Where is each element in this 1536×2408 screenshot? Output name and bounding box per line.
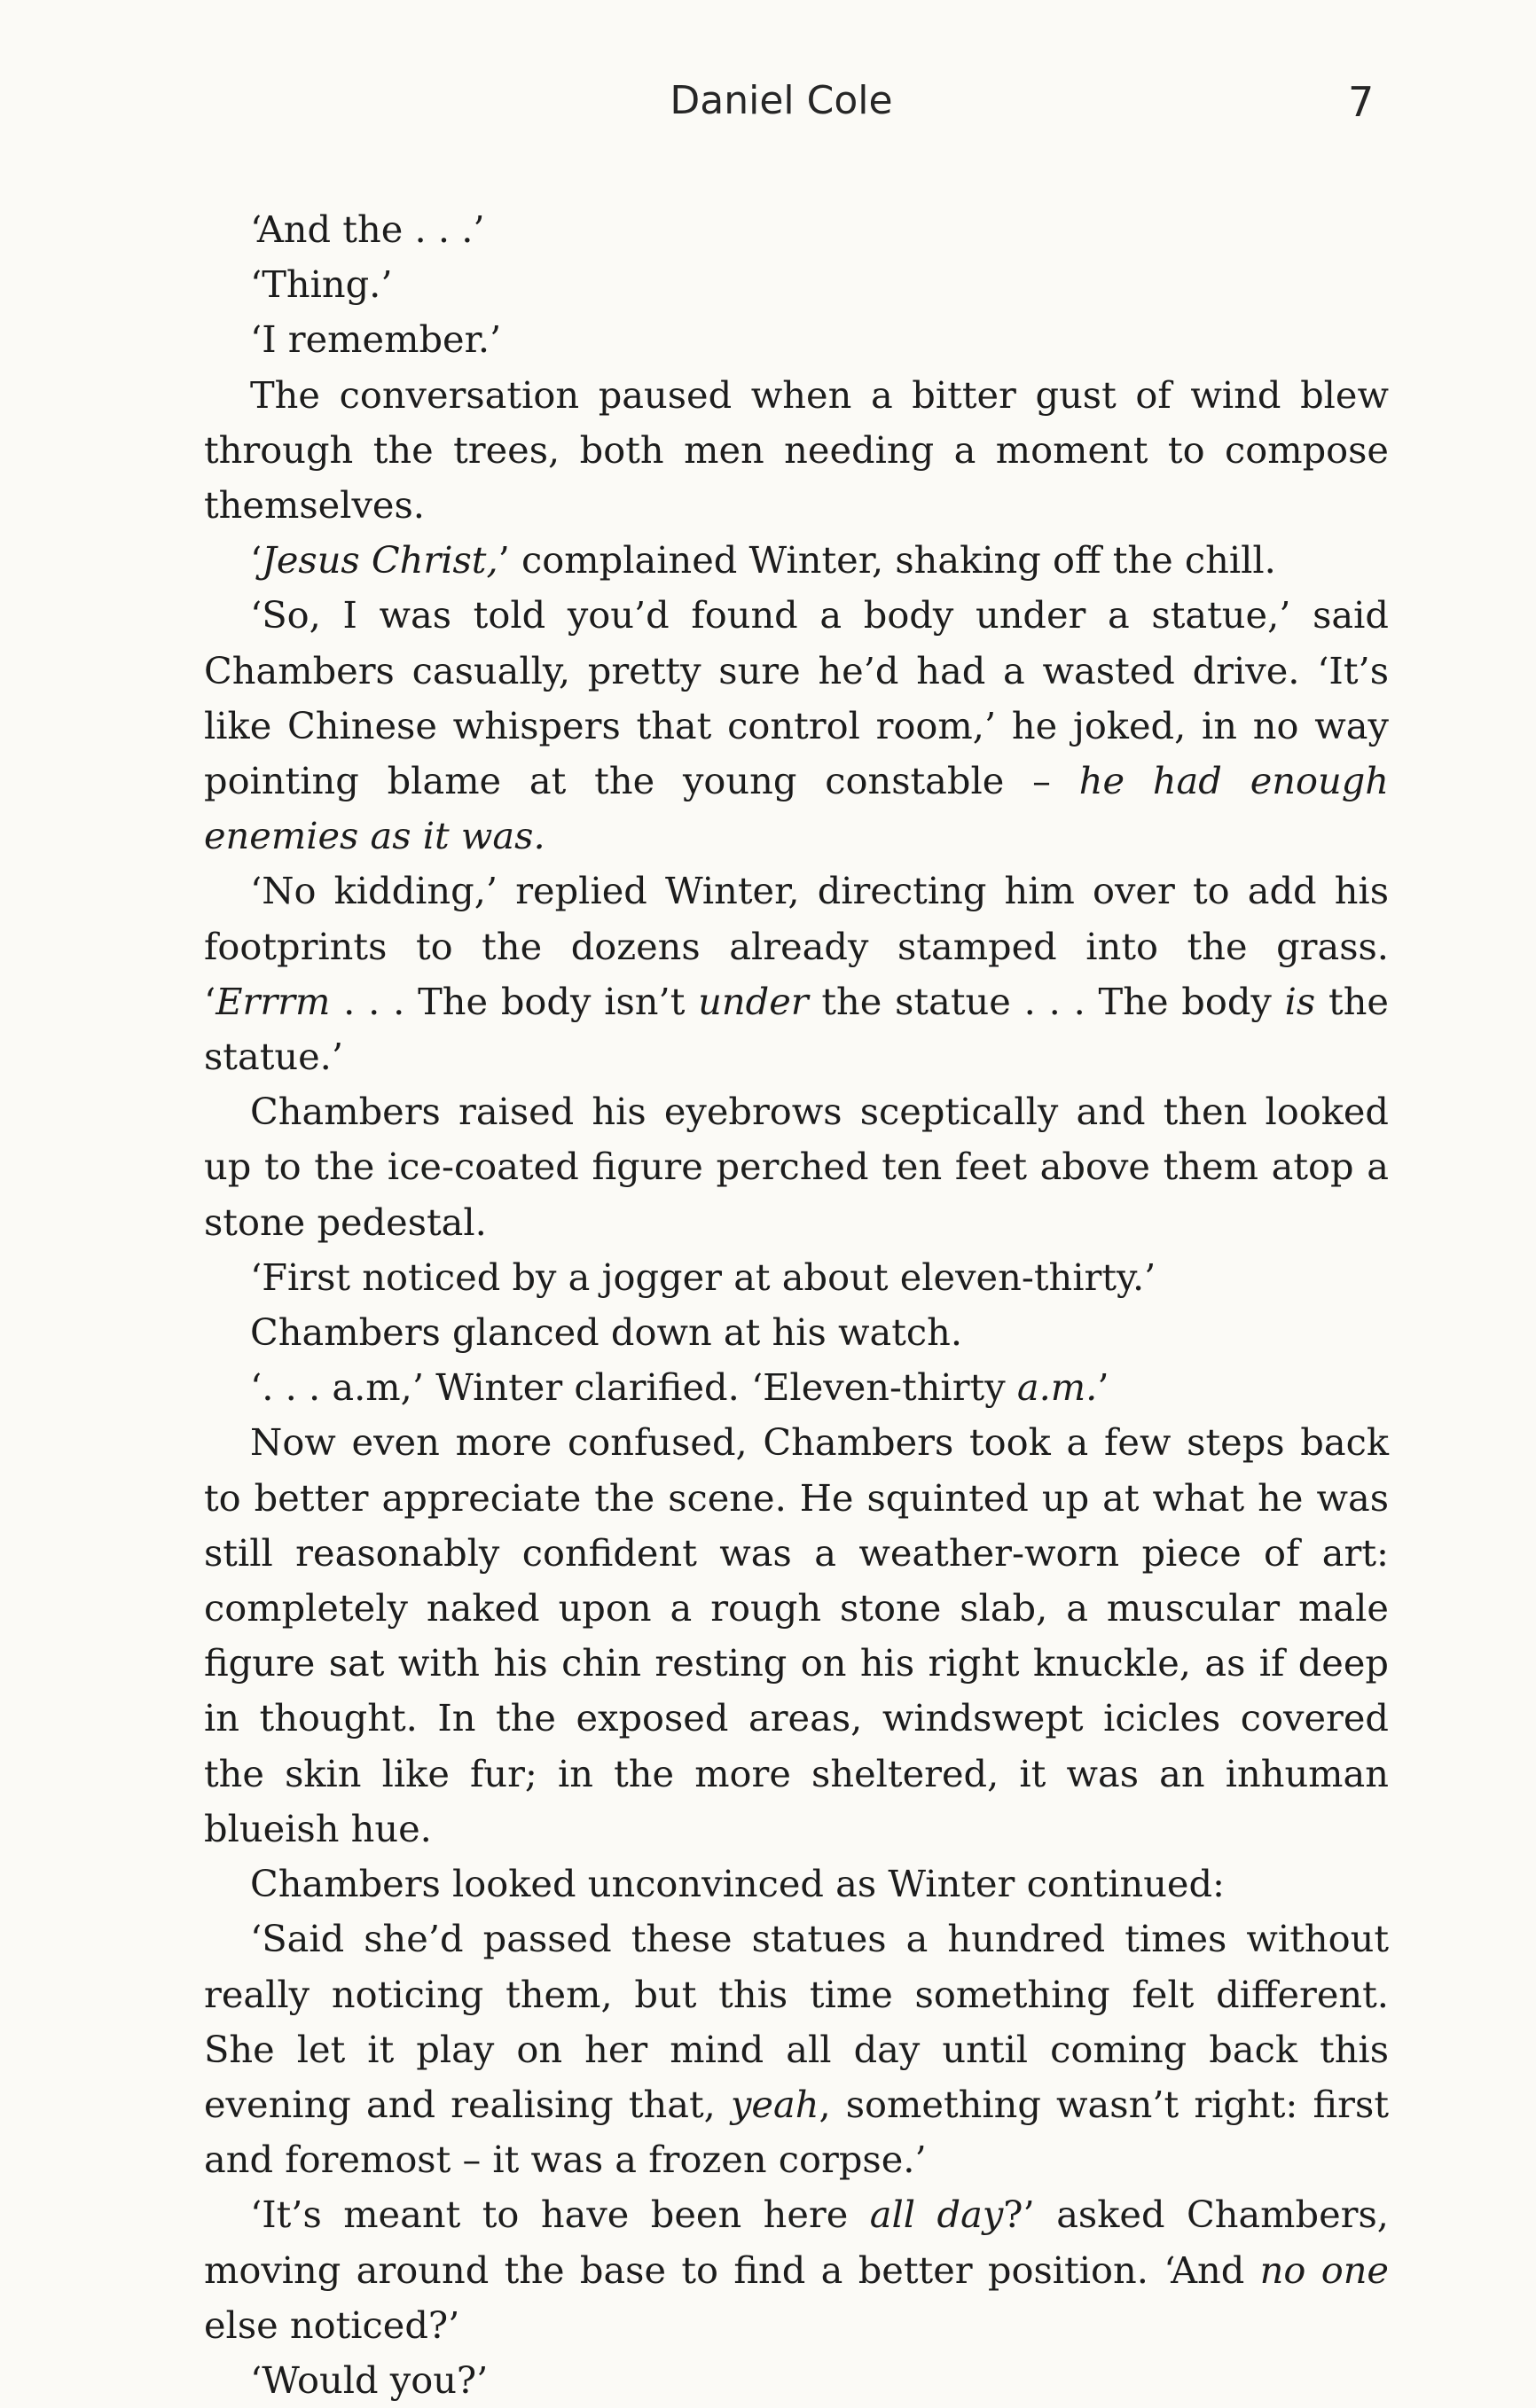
text-run: ‘So, I was told you’d found a body under a statue,’ said Chambers casually, pretty sure he’d had a wasted drive. ‘It’s like Chinese whispers that control room,’ he joked, in no way pointing blame at the young constable – xyxy=(204,593,1389,803)
italic-text: Jesus Christ, xyxy=(262,538,498,582)
text-run: . . . The body isn’t xyxy=(330,979,699,1023)
text-run: ‘ xyxy=(250,538,263,582)
text-run: ‘First noticed by a jogger at about eleven-thirty.’ xyxy=(250,1255,1156,1299)
paragraph xyxy=(204,202,1389,257)
paragraph xyxy=(204,533,1389,588)
text-run: ’ complained Winter, shaking off the chill. xyxy=(498,538,1276,582)
paragraph xyxy=(204,1415,1389,1857)
text-run: the statue . . . The body xyxy=(808,979,1285,1023)
text-run: Now even more confused, Chambers took a few steps back to better appreciate the scene. He squinted up at what he was still reasonably confident was a weather-worn piece of art: completely naked upon a rough stone slab, a muscular male figure sat with his chin resting on his right knuckle, as if deep in thought. In the exposed areas, windswept icicles covered the skin like fur; in the more sheltered, it was an inhuman blueish hue. xyxy=(204,1420,1389,1850)
italic-text: under xyxy=(698,979,809,1023)
running-head-author: Daniel Cole xyxy=(670,78,893,123)
text-run: ‘. . . a.m,’ Winter clarified. ‘Eleven-thirty xyxy=(250,1365,1017,1410)
italic-text: all day xyxy=(869,2193,1004,2237)
text-run: Chambers glanced down at his watch. xyxy=(250,1310,963,1355)
text-run: ’ xyxy=(1097,1365,1109,1410)
italic-text: a.m. xyxy=(1016,1365,1098,1410)
paragraph xyxy=(204,1084,1389,1250)
italic-text: is xyxy=(1284,979,1316,1023)
text-run: the statue.’ xyxy=(204,979,1389,1079)
text-run: ‘And the . . .’ xyxy=(250,207,485,251)
text-run: ‘Would you?’ xyxy=(250,2357,489,2402)
italic-text: Errrm xyxy=(216,979,331,1023)
text-run: ‘Thing.’ xyxy=(250,262,393,307)
paragraph xyxy=(204,2187,1389,2353)
paragraph xyxy=(204,1360,1389,1415)
text-run: ‘Said she’d passed these statues a hundred times without really noticing them, but this time something felt different. She let it play on her mind all day until coming back this evening and realising that, xyxy=(204,1917,1389,2126)
paragraph xyxy=(204,257,1389,312)
paragraph xyxy=(204,312,1389,367)
paragraph xyxy=(204,368,1389,534)
page-number: 7 xyxy=(1348,78,1375,126)
paragraph xyxy=(204,1305,1389,1360)
text-run: The conversation paused when a bitter gust of wind blew through the trees, both men needing a moment to compose themselves. xyxy=(204,372,1389,528)
text-run: ?’ asked Chambers, moving around the base to find a better position. ‘And xyxy=(204,2193,1389,2292)
text-run: ‘I remember.’ xyxy=(250,317,502,362)
text-run: ‘No kidding,’ replied Winter, directing him over to add his footprints to the dozens already stamped into the grass. ‘ xyxy=(204,869,1389,1023)
text-run: Chambers raised his eyebrows sceptically and then looked up to the ice-coated figure perched ten feet above them atop a stone pedestal. xyxy=(204,1090,1389,1244)
italic-text: he had enough enemies as it was. xyxy=(204,759,1389,858)
body-text xyxy=(204,202,1389,2408)
text-run: ‘It’s meant to have been here xyxy=(250,2193,870,2237)
text-run: , something wasn’t right: first and foremost – it was a frozen corpse.’ xyxy=(204,2082,1389,2182)
paragraph xyxy=(204,1857,1389,1912)
text-run: else noticed?’ xyxy=(204,2302,460,2347)
paragraph xyxy=(204,1912,1389,2187)
italic-text: yeah xyxy=(730,2082,819,2126)
paragraph xyxy=(204,864,1389,1084)
italic-text: no one xyxy=(1259,2248,1389,2292)
paragraph xyxy=(204,588,1389,864)
paragraph xyxy=(204,2353,1389,2408)
paragraph xyxy=(204,1250,1389,1305)
text-run: Chambers looked unconvinced as Winter continued: xyxy=(250,1862,1226,1906)
